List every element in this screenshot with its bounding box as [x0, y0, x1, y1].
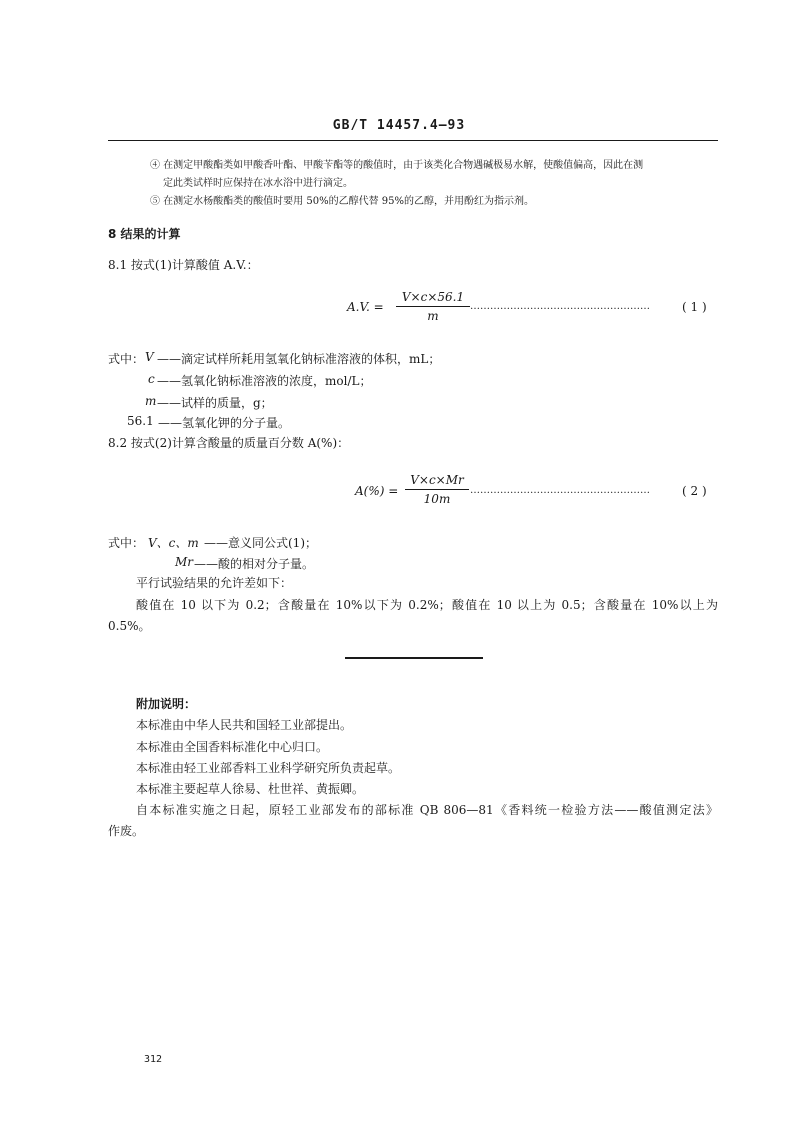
where-label-1: 式中： — [108, 352, 145, 366]
formula-2-numerator: V×c×Mr — [405, 473, 469, 490]
formula-1-denominator: m — [427, 309, 439, 323]
var-m-symbol: m — [145, 394, 157, 408]
tolerance-line-1: 酸值在 10 以下为 0.2；含酸量在 10%以下为 0.2%；酸值在 10 以上为 0.5；含酸量在 10%以上为 — [136, 598, 718, 612]
formula-1-number: ( 1 ) — [682, 300, 707, 314]
var-c-symbol: c — [148, 372, 155, 386]
appendix-line-4: 本标准主要起草人徐易、杜世祥、黄振卿。 — [136, 782, 365, 796]
where-label-2: 式中： — [108, 536, 145, 550]
var-56-1-desc: ——氢氧化钾的分子量。 — [158, 416, 291, 430]
section-8-heading: 8 结果的计算 — [108, 227, 181, 241]
appendix-line-6: 作废。 — [108, 824, 145, 838]
appendix-line-3: 本标准由轻工业部香料工业科学研究所负责起草。 — [136, 761, 401, 775]
formula-2-fraction — [405, 473, 469, 506]
appendix-line-1: 本标准由中华人民共和国轻工业部提出。 — [136, 718, 353, 732]
formula-2-leader-dots: ……………………………………………… — [470, 485, 650, 496]
appendix-line-5: 自本标准实施之日起，原轻工业部发布的部标准 QB 806—81《香料统一检验方法——酸值测定法》 — [136, 803, 718, 817]
formula-1-numerator: V×c×56.1 — [396, 290, 470, 307]
section-8-2-intro: 8.2 按式(2)计算含酸量的质量百分数 A(%)： — [108, 436, 350, 450]
page-number: 312 — [144, 1054, 163, 1065]
formula-2-denominator: 10m — [423, 492, 451, 506]
formula-1-lhs: A.V. = — [347, 300, 384, 314]
var-c-desc: ——氢氧化钠标准溶液的浓度，mol/L； — [157, 374, 372, 388]
note-5: ⑤ 在测定水杨酸酯类的酸值时要用 50%的乙醇代替 95%的乙醇，并用酚红为指示剂。 — [150, 196, 534, 207]
standard-code-header: GB/T 14457.4—93 — [332, 118, 466, 133]
note-4-line1: ④ 在测定甲酸酯类如甲酸香叶酯、甲酸苄酯等的酸值时，由于该类化合物遇碱极易水解，使酸值偏高，因此在测 — [150, 160, 644, 171]
formula-2-number: ( 2 ) — [682, 484, 707, 498]
section-separator — [345, 657, 483, 659]
var-Mr-symbol: Mr — [175, 555, 194, 569]
section-8-1-intro: 8.1 按式(1)计算酸值 A.V.： — [108, 258, 259, 272]
tolerance-intro: 平行试验结果的允许差如下： — [136, 576, 293, 590]
formula-1-leader-dots: ……………………………………………… — [470, 301, 650, 312]
var-vcm-symbol: V、c、m — [148, 536, 199, 550]
appendix-title: 附加说明： — [136, 697, 197, 711]
var-V-symbol: V — [145, 350, 154, 364]
tolerance-line-2: 0.5%。 — [108, 619, 151, 633]
note-4-line2: 定此类试样时应保持在冰水浴中进行滴定。 — [163, 178, 353, 189]
var-V-desc: ——滴定试样所耗用氢氧化钠标准溶液的体积，mL； — [157, 352, 441, 366]
var-Mr-desc: ——酸的相对分子量。 — [194, 557, 315, 571]
formula-1-fraction — [396, 290, 470, 323]
header-rule — [108, 140, 718, 141]
var-vcm-desc: ——意义同公式(1)； — [204, 536, 317, 550]
var-m-desc: ——试样的质量，g； — [157, 396, 273, 410]
formula-2-lhs: A(%) = — [355, 484, 399, 498]
appendix-line-2: 本标准由全国香料标准化中心归口。 — [136, 740, 329, 754]
var-56-1-symbol: 56.1 — [127, 414, 154, 428]
